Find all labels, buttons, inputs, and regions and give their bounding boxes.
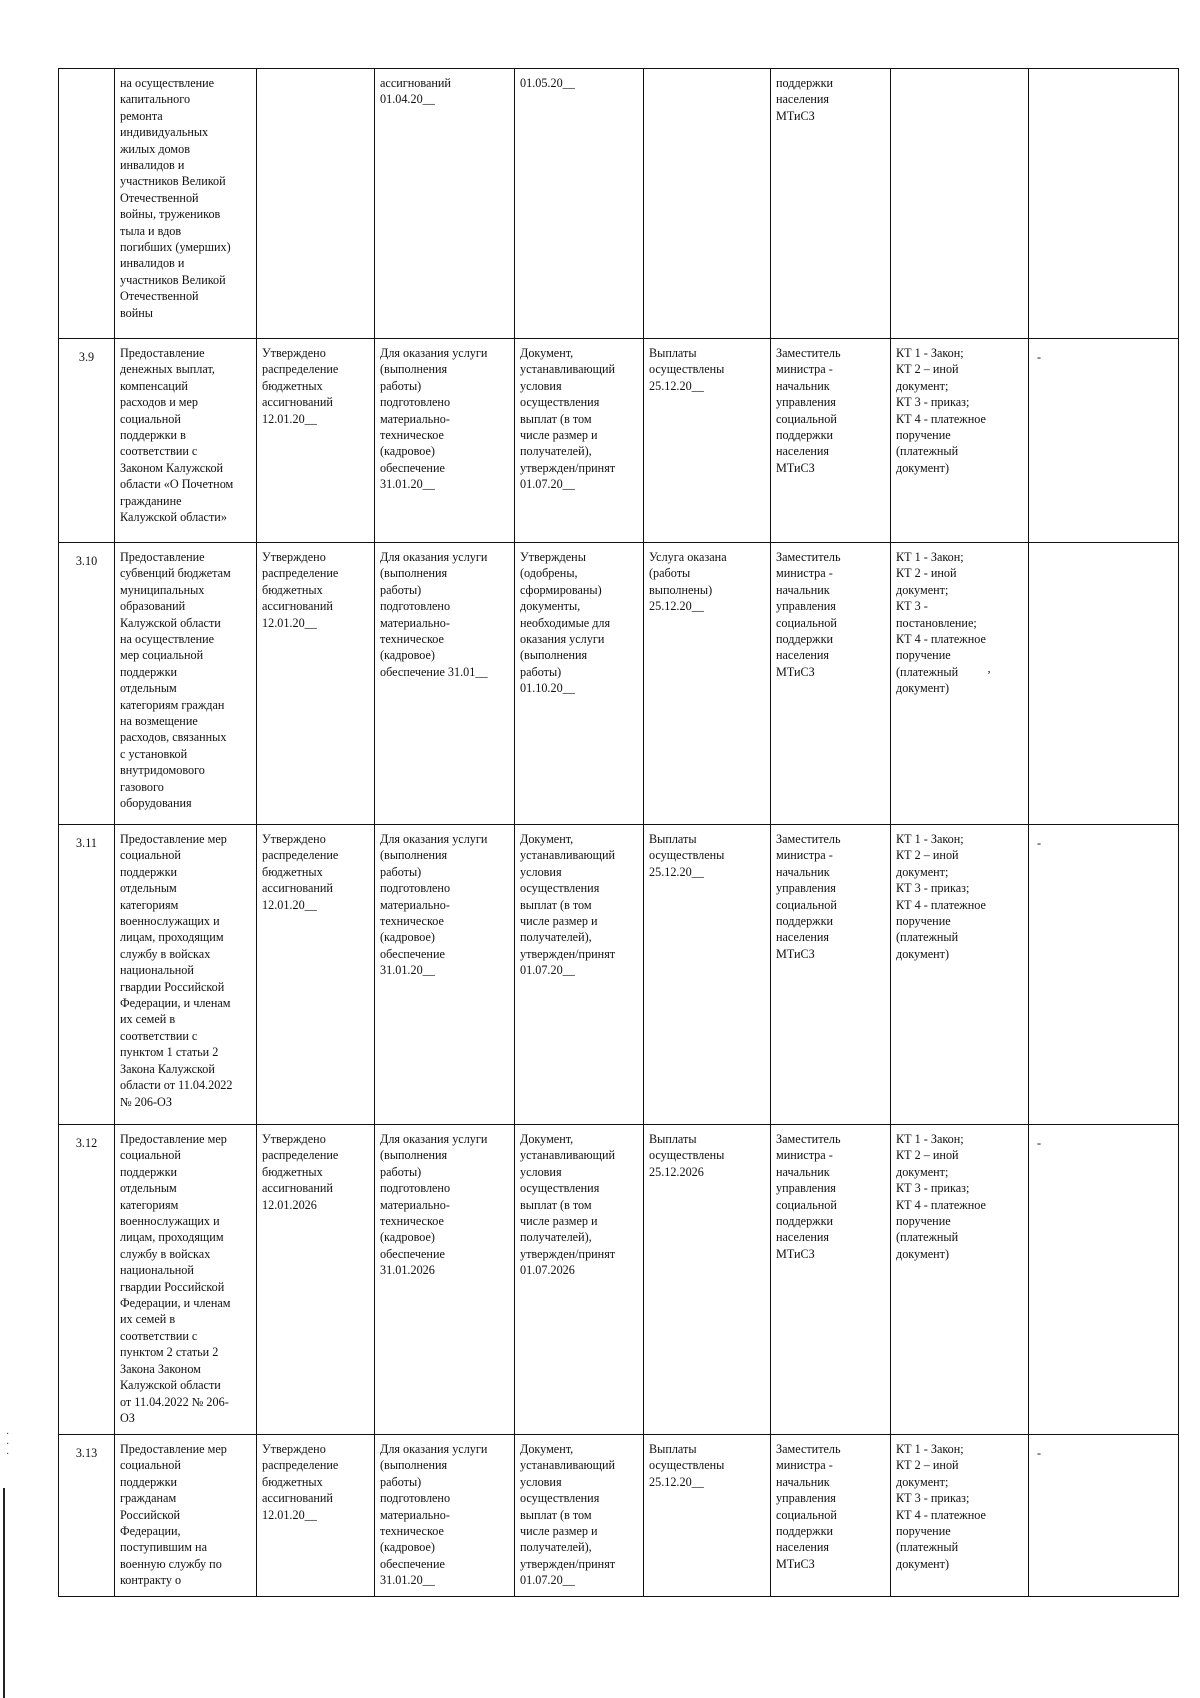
row-number (59, 69, 115, 339)
control-point-1: Утверждено распределение бюджетных ассигнований 12.01.20__ (257, 543, 375, 825)
extra-info: - (1029, 1435, 1179, 1597)
control-point-2: ассигнований 01.04.20__ (375, 69, 515, 339)
control-point-2: Для оказания услуги (выполнения работы) подготовлено материально- техническое (кадровое) обеспечение 31.01.20__ (375, 1435, 515, 1597)
extra-info: - (1029, 825, 1179, 1125)
row-number: 3.13 (59, 1435, 115, 1597)
control-point-1 (257, 69, 375, 339)
confirming-documents: КТ 1 - Закон; КТ 2 – иной документ; КТ 3 - приказ; КТ 4 - платежное поручение (платежный документ) (891, 339, 1029, 543)
responsible-person: Заместитель министра - начальник управления социальной поддержки населения МТиСЗ (771, 825, 891, 1125)
control-point-2: Для оказания услуги (выполнения работы) подготовлено материально- техническое (кадровое) обеспечение 31.01.20__ (375, 825, 515, 1125)
row-number: 3.12 (59, 1125, 115, 1435)
control-point-3: Документ, устанавливающий условия осуществления выплат (в том числе размер и получателей), утвержден/принят 01.07.20__ (515, 1435, 644, 1597)
control-point-2: Для оказания услуги (выполнения работы) подготовлено материально- техническое (кадровое) обеспечение 31.01.2026 (375, 1125, 515, 1435)
control-point-1: Утверждено распределение бюджетных ассигнований 12.01.20__ (257, 1435, 375, 1597)
binding-edge-line (3, 1488, 5, 1698)
confirming-documents: КТ 1 - Закон; КТ 2 – иной документ; КТ 3 - приказ; КТ 4 - платежное поручение (платежный документ) (891, 825, 1029, 1125)
control-point-1: Утверждено распределение бюджетных ассигнований 12.01.20__ (257, 825, 375, 1125)
event-name: Предоставление мер социальной поддержки отдельным категориям военнослужащих и лицам, проходящим службу в войсках национальной гвардии Российской Федерации, и членам их семей в соответствии с пунктом 2 статьи 2 Закона Законом Калужской области от 11.04.2022 № 206- ОЗ (115, 1125, 257, 1435)
control-point-4: Выплаты осуществлены 25.12.20__ (644, 825, 771, 1125)
extra-info (1029, 543, 1179, 825)
control-point-3: Документ, устанавливающий условия осуществления выплат (в том числе размер и получателей), утвержден/принят 01.07.2026 (515, 1125, 644, 1435)
event-name: Предоставление субвенций бюджетам муниципальных образований Калужской области на осуществление мер социальной поддержки отдельным категориям граждан на возмещение расходов, связанных с установкой внутридомового газового оборудования (115, 543, 257, 825)
row-number: 3.11 (59, 825, 115, 1125)
table-row (59, 339, 1179, 543)
event-name: Предоставление мер социальной поддержки отдельным категориям военнослужащих и лицам, проходящим службу в войсках национальной гвардии Российской Федерации, и членам их семей в соответствии с пунктом 1 статьи 2 Закона Калужской области от 11.04.2022 № 206-ОЗ (115, 825, 257, 1125)
event-name: на осуществление капитального ремонта индивидуальных жилых домов инвалидов и участников Великой Отечественной войны, тружеников тыла и вдов погибших (умерших) инвалидов и участников Великой Отечественной войны (115, 69, 257, 339)
event-name: Предоставление мер социальной поддержки гражданам Российской Федерации, поступившим на военную службу по контракту о (115, 1435, 257, 1597)
control-point-2: Для оказания услуги (выполнения работы) подготовлено материально- техническое (кадровое) обеспечение 31.01.20__ (375, 339, 515, 543)
control-point-4: Выплаты осуществлены 25.12.20__ (644, 339, 771, 543)
row-number: 3.10 (59, 543, 115, 825)
confirming-documents: КТ 1 - Закон; КТ 2 – иной документ; КТ 3 - приказ; КТ 4 - платежное поручение (платежный документ) (891, 1435, 1029, 1597)
control-point-3: 01.05.20__ (515, 69, 644, 339)
table-row (59, 1125, 1179, 1435)
control-point-3: Документ, устанавливающий условия осуществления выплат (в том числе размер и получателей), утвержден/принят 01.07.20__ (515, 825, 644, 1125)
table-row (59, 69, 1179, 339)
table-row (59, 1435, 1179, 1597)
responsible-person: поддержки населения МТиСЗ (771, 69, 891, 339)
confirming-documents: КТ 1 - Закон; КТ 2 – иной документ; КТ 3 - приказ; КТ 4 - платежное поручение (платежный документ) (891, 1125, 1029, 1435)
table-row (59, 825, 1179, 1125)
extra-info (1029, 69, 1179, 339)
responsible-person: Заместитель министра - начальник управления социальной поддержки населения МТиСЗ (771, 1435, 891, 1597)
responsible-person: Заместитель министра - начальник управления социальной поддержки населения МТиСЗ (771, 1125, 891, 1435)
control-point-4 (644, 69, 771, 339)
confirming-documents (891, 69, 1029, 339)
table-row (59, 543, 1179, 825)
extra-info: - (1029, 339, 1179, 543)
responsible-person: Заместитель министра - начальник управления социальной поддержки населения МТиСЗ (771, 339, 891, 543)
row-number: 3.9 (59, 339, 115, 543)
control-point-3: Документ, устанавливающий условия осуществления выплат (в том числе размер и получателей), утвержден/принят 01.07.20__ (515, 339, 644, 543)
control-point-4: Выплаты осуществлены 25.12.2026 (644, 1125, 771, 1435)
control-point-3: Утверждены (одобрены, сформированы) документы, необходимые для оказания услуги (выполнения работы) 01.10.20__ (515, 543, 644, 825)
implementation-plan-table (58, 68, 1179, 1597)
extra-info: - (1029, 1125, 1179, 1435)
control-point-2: Для оказания услуги (выполнения работы) подготовлено материально- техническое (кадровое) обеспечение 31.01__ (375, 543, 515, 825)
control-point-4: Услуга оказана (работы выполнены) 25.12.20__ (644, 543, 771, 825)
scan-artifact-mark: ʼ (987, 668, 991, 682)
control-point-4: Выплаты осуществлены 25.12.20__ (644, 1435, 771, 1597)
responsible-person: Заместитель министра - начальник управления социальной поддержки населения МТиСЗ (771, 543, 891, 825)
control-point-1: Утверждено распределение бюджетных ассигнований 12.01.2026 (257, 1125, 375, 1435)
confirming-documents: КТ 1 - Закон; КТ 2 - иной документ; КТ 3 - постановление; КТ 4 - платежное поручение (платежный документ) (891, 543, 1029, 825)
control-point-1: Утверждено распределение бюджетных ассигнований 12.01.20__ (257, 339, 375, 543)
scan-artifact-dots: · · · (6, 1429, 10, 1460)
event-name: Предоставление денежных выплат, компенсаций расходов и мер социальной поддержки в соответствии с Законом Калужской области «О Почетном гражданине Калужской области» (115, 339, 257, 543)
